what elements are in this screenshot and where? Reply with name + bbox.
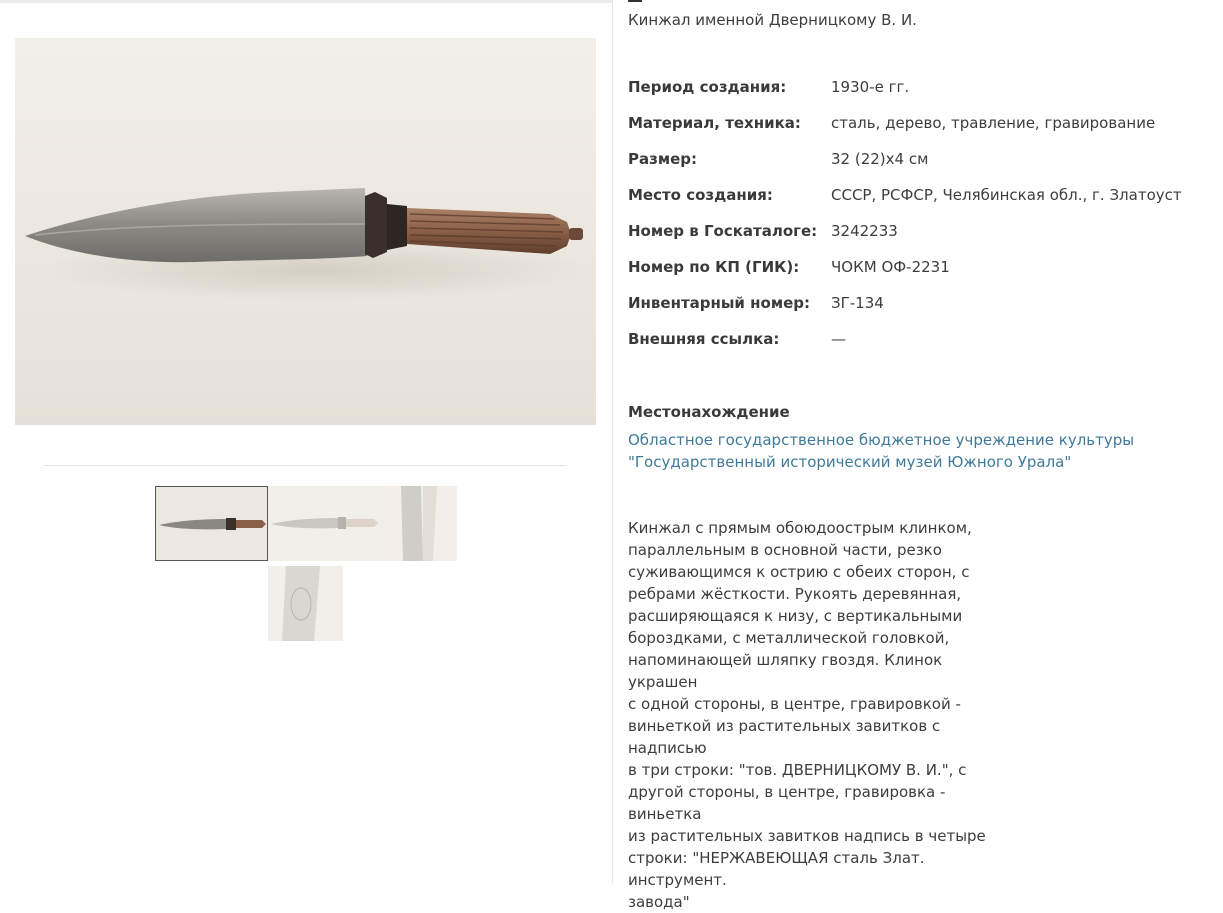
description-line: в три строки: "тов. ДВЕРНИЦКОМУ В. И.", с [628, 761, 967, 779]
description-line: суживающимся к острию с обеих сторон, с [628, 563, 970, 581]
description-line: бороздками, с металлической головкой, [628, 629, 950, 647]
museum-link[interactable] [628, 429, 1188, 473]
property-value: ЧОКМ ОФ-2231 [831, 258, 950, 276]
property-value: — [831, 330, 846, 348]
property-label: Период создания: [628, 78, 787, 96]
property-value: ЗГ-134 [831, 294, 884, 312]
property-label: Материал, техника: [628, 114, 801, 132]
panel-divider [612, 0, 613, 883]
item-description [628, 517, 1008, 913]
thumbnail-engraving-image [268, 566, 343, 641]
museum-link-line-2[interactable]: "Государственный исторический музей Южного Урала" [628, 453, 1072, 471]
thumbnail-1[interactable] [155, 486, 268, 561]
thumbnail-dagger-light-image [268, 486, 381, 561]
property-value: сталь, дерево, травление, гравирование [831, 114, 1156, 132]
description-line: Кинжал с прямым обоюдоострым клинком, [628, 519, 972, 537]
property-value: 1930-е гг. [831, 78, 910, 96]
thumbnail-4[interactable] [268, 566, 343, 641]
property-label: Номер по КП (ГИК): [628, 258, 800, 276]
item-title: Кинжал именной Дверницкому В. И. [628, 11, 917, 29]
thumbnail-3[interactable] [381, 486, 457, 561]
description-line: строки: "НЕРЖАВЕЮЩАЯ сталь Злат. инструмент. [628, 849, 925, 889]
thumbnail-blade-detail-image [381, 486, 457, 561]
thumbnail-dagger-image [156, 487, 268, 561]
description-line: другой стороны, в центре, гравировка - виньетка [628, 783, 946, 823]
property-label: Место создания: [628, 186, 773, 204]
gallery-divider [44, 465, 566, 466]
location-heading: Местонахождение [628, 403, 790, 421]
main-photo[interactable] [15, 38, 596, 425]
property-label: Размер: [628, 150, 698, 168]
gallery-panel [0, 0, 612, 883]
property-label: Номер в Госкаталоге: [628, 222, 818, 240]
description-line: параллельным в основной части, резко [628, 541, 942, 559]
header-edge [628, 0, 642, 2]
property-label: Внешняя ссылка: [628, 330, 780, 348]
property-label: Инвентарный номер: [628, 294, 810, 312]
museum-link-line-1[interactable]: Областное государственное бюджетное учреждение культуры [628, 431, 1135, 449]
description-line: с одной стороны, в центре, гравировкой - [628, 695, 961, 713]
description-line: из растительных завитков надпись в четыре [628, 827, 986, 845]
property-value: СССР, РСФСР, Челябинская обл., г. Златоуст [831, 186, 1182, 204]
property-value: 3242233 [831, 222, 898, 240]
property-value: 32 (22)х4 см [831, 150, 929, 168]
description-line: напоминающей шляпку гвоздя. Клинок украшен [628, 651, 943, 691]
description-line: ребрами жёсткости. Рукоять деревянная, [628, 585, 962, 603]
description-line: завода" [628, 893, 690, 911]
thumbnail-2[interactable] [268, 486, 381, 561]
description-line: виньеткой из растительных завитков с надписью [628, 717, 941, 757]
dagger-photo-image [15, 38, 596, 425]
description-line: расширяющаяся к низу, с вертикальными [628, 607, 963, 625]
